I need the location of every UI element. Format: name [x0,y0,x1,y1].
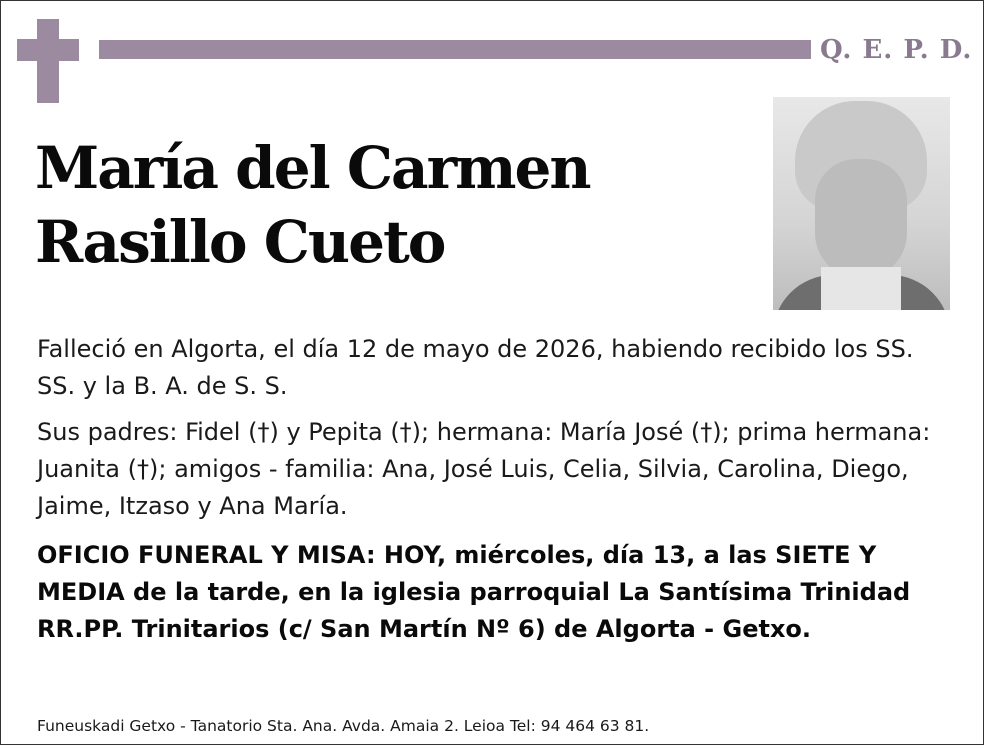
funeral-text: OFICIO FUNERAL Y MISA: HOY, miércoles, día 13, a las SIETE Y MEDIA de la tarde, en la iglesia parroquial La Santísima Trinidad RR.PP. Trinitarios (c/ San Martín Nº 6) de Algorta - Getxo. [37,541,911,643]
funeral-home-footer: Funeuskadi Getxo - Tanatorio Sta. Ana. Avda. Amaia 2. Leioa Tel: 94 464 63 81. [37,717,650,735]
qepd-label: Q. E. P. D. [820,35,973,65]
family-text: Sus padres: Fidel (†) y Pepita (†); hermana: María José (†); prima hermana: Juanita (†); amigos - familia: Ana, José Luis, Celia, Silvia, Carolina, Diego, Jaime, Itzaso y Ana María. [37,418,931,520]
deceased-photo [773,97,950,310]
cross-horizontal [17,39,79,61]
death-notice-text: Falleció en Algorta, el día 12 de mayo de 2026, habiendo recibido los SS. SS. y la B. A. de S. S. [37,335,914,400]
header-bar [99,40,811,59]
photo-collar [821,267,901,310]
name-line-1: María del Carmen [35,134,590,202]
deceased-name [35,131,755,279]
name-line-2: Rasillo Cueto [35,208,445,276]
cross-vertical [37,19,59,103]
photo-face [815,159,907,279]
